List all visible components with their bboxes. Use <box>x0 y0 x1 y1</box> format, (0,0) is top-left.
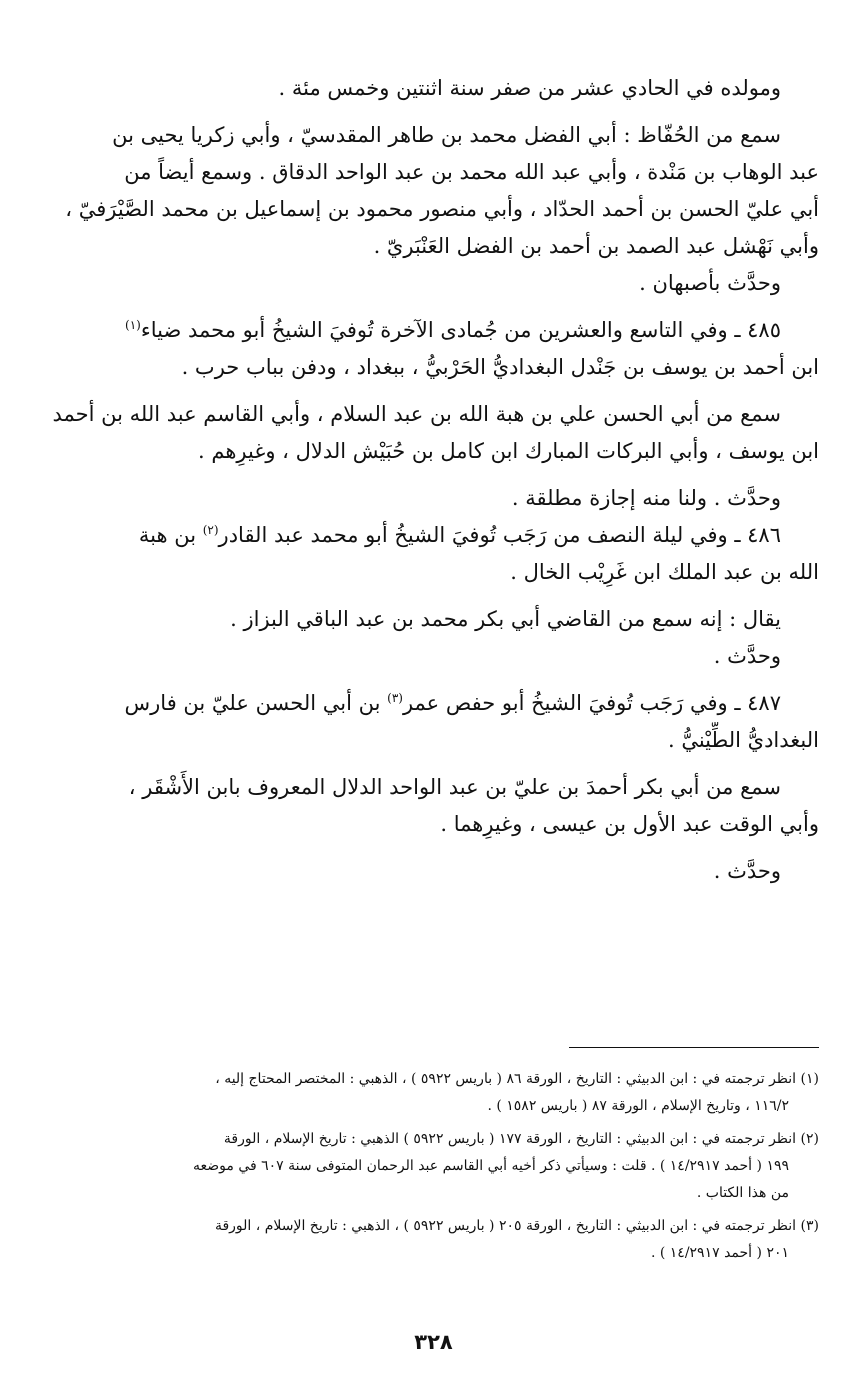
footnote-ref-1: (١) <box>125 318 141 332</box>
footnote-2-cont: ١٩٩ ( أحمد ١٤/٢٩١٧ ) . قلت : وسيأتي ذكر أخيه أبي القاسم عبد الرحمان المتوفى سنة ٦٠٧ في موضعه <box>192 1158 789 1174</box>
text-line: ابن يوسف ، وأبي البركات المبارك ابن كامل بن حُبَيْش الدلال ، وغيرِهم . <box>198 439 819 463</box>
entry-487-tail: بن أبي الحسن عليّ بن فارس <box>124 691 388 715</box>
entry-485-heading <box>32 312 819 349</box>
footnote-3-cont: ٢٠١ ( أحمد ١٤/٢٩١٧ ) . <box>650 1245 789 1261</box>
text-line: أبي عليّ الحسن بن أحمد الحدّاد ، وأبي منصور محمود بن إسماعيل بن محمد الصَّيْرَفيّ ، <box>65 197 819 221</box>
text-line: ومولده في الحادي عشر من صفر سنة اثنتين وخمس مئة . <box>278 76 781 100</box>
text-line: الله بن عبد الملك ابن غَرِيْب الخال . <box>510 560 819 584</box>
footnote-divider <box>569 1047 819 1048</box>
entry-485-text: ٤٨٥ ـ وفي التاسع والعشرين من جُمادى الآخرة تُوفيَ الشيخُ أبو محمد ضياء <box>140 318 781 342</box>
footnote-2: (٢) انظر ترجمته في : ابن الدبيثي : التاريخ ، الورقة ١٧٧ ( باريس ٥٩٢٢ ) الذهبي : تاريخ الإسلام ، الورقة <box>223 1131 819 1147</box>
text-line: وأبي نَهْشل عبد الصمد بن أحمد بن الفضل العَنْبَريّ . <box>373 234 819 258</box>
entry-486-tail: بن هبة <box>138 523 203 547</box>
text-line: البغداديُّ الطِّيْنيُّ . <box>667 728 819 752</box>
footnotes <box>44 1066 819 1267</box>
text-line: يقال : إنه سمع من القاضي أبي بكر محمد بن عبد الباقي البزاز . <box>230 607 781 631</box>
text-line: سمع من أبي الحسن علي بن هبة الله بن عبد السلام ، وأبي القاسم عبد الله بن أحمد <box>52 402 781 426</box>
text-line: سمع من أبي بكر أحمدَ بن عليّ بن عبد الواحد الدلال المعروف بابن الأَشْقَر ، <box>128 775 781 799</box>
text-line: وحدَّث . ولنا منه إجازة مطلقة . <box>511 486 781 510</box>
text-line: وحدَّث . <box>713 859 781 883</box>
footnote-1: (١) انظر ترجمته في : ابن الدبيثي : التاريخ ، الورقة ٨٦ ( باريس ٥٩٢٢ ) ، الذهبي : المختصر المحتاج إليه ، <box>215 1071 819 1087</box>
footnote-ref-3: (٣) <box>387 691 403 705</box>
text-line: سمع من الحُفّاظ : أبي الفضل محمد بن طاهر المقدسيّ ، وأبي زكريا يحيى بن <box>112 123 781 147</box>
footnote-1-cont: ١١٦/٢ ، وتاريخ الإسلام ، الورقة ٨٧ ( باريس ١٥٨٢ ) . <box>487 1098 789 1114</box>
footnote-2-cont: من هذا الكتاب . <box>696 1185 789 1201</box>
footnote-ref-2: (٢) <box>202 523 219 537</box>
text-line: عبد الوهاب بن مَنْدة ، وأبي عبد الله محمد بن عبد الواحد الدقاق . وسمع أيضاً من <box>124 160 819 184</box>
entry-486-heading <box>32 517 819 554</box>
entry-486-text: ٤٨٦ ـ وفي ليلة النصف من رَجَب تُوفيَ الشيخُ أبو محمد عبد القادر <box>218 523 781 547</box>
entry-487-text: ٤٨٧ ـ وفي رَجَب تُوفيَ الشيخُ أبو حفص عمر <box>402 691 781 715</box>
text-line: وحدَّث . <box>713 644 781 668</box>
page-number: ٣٢٨ <box>414 1330 453 1354</box>
text-line: وحدَّث بأصبهان . <box>639 271 781 295</box>
text-line: ابن أحمد بن يوسف بن جَنْدل البغداديُّ الحَرْبيُّ ، ببغداد ، ودفن بباب حرب . <box>181 355 819 379</box>
footnote-3: (٣) انظر ترجمته في : ابن الدبيثي : التاريخ ، الورقة ٢٠٥ ( باريس ٥٩٢٢ ) ، الذهبي : تاريخ الإسلام ، الورقة <box>214 1218 819 1234</box>
text-line: وأبي الوقت عبد الأول بن عيسى ، وغيرِهما . <box>440 812 819 836</box>
entry-487-heading <box>32 685 819 722</box>
